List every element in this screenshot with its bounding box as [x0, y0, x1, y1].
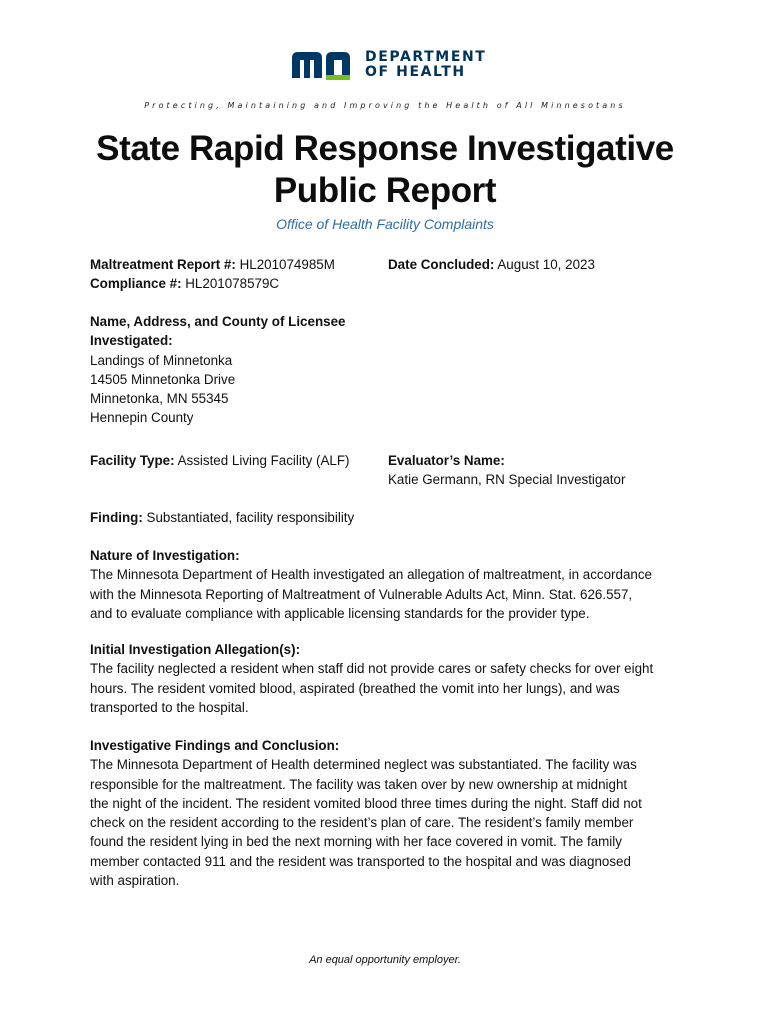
- maltreatment-label: Maltreatment Report #:: [90, 257, 236, 272]
- licensee-heading-line1: Name, Address, and County of Licensee: [90, 314, 346, 329]
- date-label: Date Concluded:: [388, 257, 495, 272]
- compliance-label: Compliance #:: [90, 276, 182, 292]
- licensee-county: Hennepin County: [90, 410, 194, 426]
- findings-line: member contacted 911 and the resident was transported to the hospital and was diagnosed: [90, 853, 631, 869]
- maltreatment-value: HL201074985M: [239, 257, 335, 272]
- mn-logo-icon: [290, 48, 356, 82]
- findings-line: responsible for the maltreatment. The facility was taken over by new ownership at midnight: [90, 776, 628, 792]
- finding-row: [90, 508, 354, 527]
- allegation-line: hours. The resident vomited blood, aspirated (breathed the vomit into her lungs), and was: [90, 680, 620, 696]
- allegation-line: transported to the hospital.: [90, 699, 249, 715]
- nature-line: with the Minnesota Reporting of Maltreatment of Vulnerable Adults Act, Minn. Stat. 626.557,: [90, 586, 633, 602]
- nature-section: [90, 546, 690, 623]
- nature-line: The Minnesota Department of Health investigated an allegation of maltreatment, in accordance: [90, 567, 652, 583]
- findings-line: found the resident lying in bed the next morning with her face covered in vomit. The family: [90, 834, 622, 850]
- findings-heading: Investigative Findings and Conclusion:: [90, 738, 340, 753]
- nature-heading: Nature of Investigation:: [90, 548, 240, 563]
- facility-type-row: [90, 451, 349, 470]
- facility-type-value: Assisted Living Facility (ALF): [177, 453, 350, 468]
- logo-line1: DEPARTMENT: [365, 49, 487, 65]
- date-concluded-row: [388, 255, 595, 274]
- logo-wordmark: [365, 50, 486, 80]
- logo-line2: OF HEALTH: [365, 64, 466, 80]
- allegation-line: The facility neglected a resident when staff did not provide cares or safety checks for over eight: [90, 661, 654, 677]
- footer-eeo: An equal opportunity employer.: [309, 954, 461, 966]
- compliance-row: [90, 274, 335, 293]
- maltreatment-row: [90, 255, 335, 274]
- licensee-block: [90, 312, 345, 428]
- tagline: Protecting, Maintaining and Improving the Health of All Minnesotans: [144, 101, 626, 110]
- licensee-name: Landings of Minnetonka: [90, 352, 233, 368]
- finding-value: Substantiated, facility responsibility: [146, 510, 355, 525]
- allegation-section: [90, 640, 690, 717]
- title-line2: Public Report: [273, 171, 497, 210]
- evaluator-label: Evaluator’s Name:: [388, 453, 505, 468]
- page-title: [0, 128, 770, 212]
- title-line1: State Rapid Response Investigative: [96, 129, 674, 168]
- nature-line: and to evaluate compliance with applicable licensing standards for the provider type.: [90, 605, 590, 621]
- report-numbers: [90, 255, 335, 294]
- facility-type-label: Facility Type:: [90, 453, 175, 468]
- findings-line: with aspiration.: [90, 873, 180, 889]
- licensee-street: 14505 Minnetonka Drive: [90, 371, 236, 387]
- licensee-heading-line2: Investigated:: [90, 333, 173, 349]
- date-value: August 10, 2023: [497, 257, 595, 272]
- findings-section: [90, 736, 690, 890]
- mdh-logo: [290, 48, 486, 82]
- findings-line: The Minnesota Department of Health determined neglect was substantiated. The facility was: [90, 757, 637, 773]
- findings-line: check on the resident according to the resident’s plan of care. The resident’s family member: [90, 815, 634, 831]
- compliance-value: HL201078579C: [185, 276, 280, 292]
- evaluator-block: [388, 451, 625, 490]
- page-subtitle: Office of Health Facility Complaints: [276, 216, 494, 232]
- finding-label: Finding:: [90, 510, 143, 525]
- allegation-heading: Initial Investigation Allegation(s):: [90, 642, 301, 657]
- evaluator-value: Katie Germann, RN Special Investigator: [388, 472, 626, 488]
- findings-line: the night of the incident. The resident vomited blood three times during the night. Staff did not: [90, 795, 642, 811]
- licensee-city: Minnetonka, MN 55345: [90, 391, 229, 407]
